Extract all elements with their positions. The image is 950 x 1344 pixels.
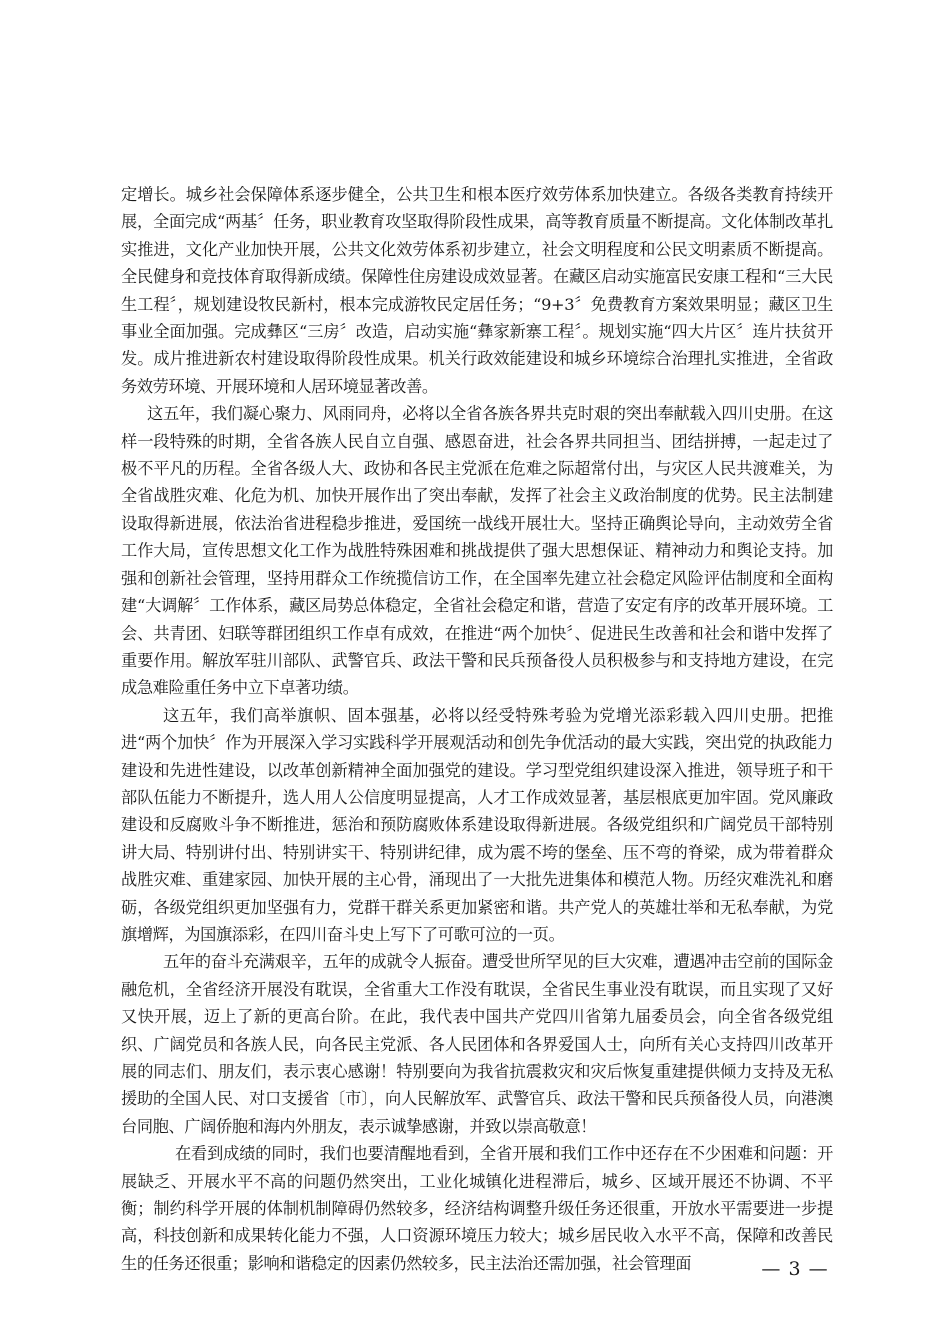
paragraph-united-efforts: 这五年，我们凝心聚力、风雨同舟，必将以全省各族各界共克时艰的突出奉献载入四川史册。在这样一段特殊的时期，全省各族人民自立自强、感恩奋进，社会各界共同担当、团结拼搏，一起走过了极不平凡的历程。全省各级人大、政协和各民主党派在危难之际超常付出，与灾区人民共渡难关，为全省战胜灾难、化危为机、加快开展作出了突出奉献，发挥了社会主义政治制度的优势。民主法制建设取得新进展，依法治省进程稳步推进，爱国统一战线开展壮大。坚持正确舆论导向，主动效劳全省工作大局，宣传思想文化工作为战胜特殊困难和挑战提供了强大思想保证、精神动力和舆论支持。加强和创新社会管理，坚持用群众工作统揽信访工作，在全国率先建立社会稳定风险评估制度和全面构建“大调解〞工作体系，藏区局势总体稳定，全省社会稳定和谐，营造了安定有序的改革开展环境。工会、共青团、妇联等群团组织工作卓有成效，在推进“两个加快〞、促进民生改善和社会和谐中发挥了重要作用。解放军驻川部队、武警官兵、政法干警和民兵预备役人员积极参与和支持地方建设，在完成急难险重任务中立下卓著功绩。 [121, 404, 833, 698]
paragraph-problems: 在看到成绩的同时，我们也要清醒地看到，全省开展和我们工作中还存在不少困难和问题：开展缺乏、开展水平不高的问题仍然突出，工业化城镇化进程滞后，城乡、区域开展还不协调、不平衡；制约科学开展的体制机制障碍仍然较多，经济结构调整升级任务还很重，开放水平需要进一步提高，科技创新和成果转化能力不强，人口资源环境压力较大；城乡居民收入水平不高，保障和改善民生的任务还很重；影响和谐稳定的因素仍然较多，民主法治还需加强，社会管理面 [121, 1144, 833, 1273]
paragraph-acknowledgements: 五年的奋斗充满艰辛，五年的成就令人振奋。遭受世所罕见的巨大灾难，遭遇冲击空前的国际金融危机，全省经济开展没有耽误，全省重大工作没有耽误，全省民生事业没有耽误，而且实现了又好又快开展，迈上了新的更高台阶。在此，我代表中国共产党四川省第九届委员会，向全省各级党组织、广阔党员和各族人民，向各民主党派、各人民团体和各界爱国人士，向所有关心支持四川改革开展的同志们、朋友们，表示衷心感谢！特别要向为我省抗震救灾和灾后恢复重建提供倾力支持及无私援助的全国人民、对口支援省〔市〕，向人民解放军、武警官兵、政法干警和民兵预备役人员，向港澳台同胞、广阔侨胞和海内外朋友，表示诚挚感谢，并致以崇高敬意！ [121, 952, 833, 1136]
paragraph-social-welfare: 定增长。城乡社会保障体系逐步健全，公共卫生和根本医疗效劳体系加快建立。各级各类教育持续开展，全面完成“两基〞任务，职业教育攻坚取得阶段性成果，高等教育质量不断提高。文化体制改革扎实推进，文化产业加快开展，公共文化效劳体系初步建立，社会文明程度和公民文明素质不断提高。全民健身和竞技体育取得新成绩。保障性住房建设成效显著。在藏区启动实施富民安康工程和“三大民生工程〞，规划建设牧民新村，根本完成游牧民定居任务；“9+3〞免费教育方案效果明显；藏区卫生事业全面加强。完成彝区“三房〞改造，启动实施“彝家新寨工程〞。规划实施“四大片区〞连片扶贫开发。成片推进新农村建设取得阶段性成果。机关行政效能建设和城乡环境综合治理扎实推进，全省政务效劳环境、开展环境和人居环境显著改善。 [121, 185, 833, 396]
page-number: — 3 — [761, 1258, 829, 1280]
paragraph-party-building: 这五年，我们高举旗帜、固本强基，必将以经受特殊考验为党增光添彩载入四川史册。把推进“两个加快〞作为开展深入学习实践科学开展观活动和创先争优活动的最大实践，突出党的执政能力建设和先进性建设，以改革创新精神全面加强党的建设。学习型党组织建设深入推进，领导班子和干部队伍能力不断提升，选人用人公信度明显提高，人才工作成效显著，基层根底更加牢固。党风廉政建设和反腐败斗争不断推进，惩治和预防腐败体系建设取得新进展。各级党组织和广阔党员干部特别讲大局、特别讲付出、特别讲实干、特别讲纪律，成为震不垮的堡垒、压不弯的脊梁，成为带着群众战胜灾难、重建家园、加快开展的主心骨，涌现出了一大批先进集体和模范人物。历经灾难洗礼和磨砺，各级党组织更加坚强有力，党群干群关系更加紧密和谐。共产党人的英雄壮举和无私奉献，为党旗增辉，为国旗添彩，在四川奋斗史上写下了可歌可泣的一页。 [121, 705, 833, 944]
document-body [121, 181, 833, 1277]
